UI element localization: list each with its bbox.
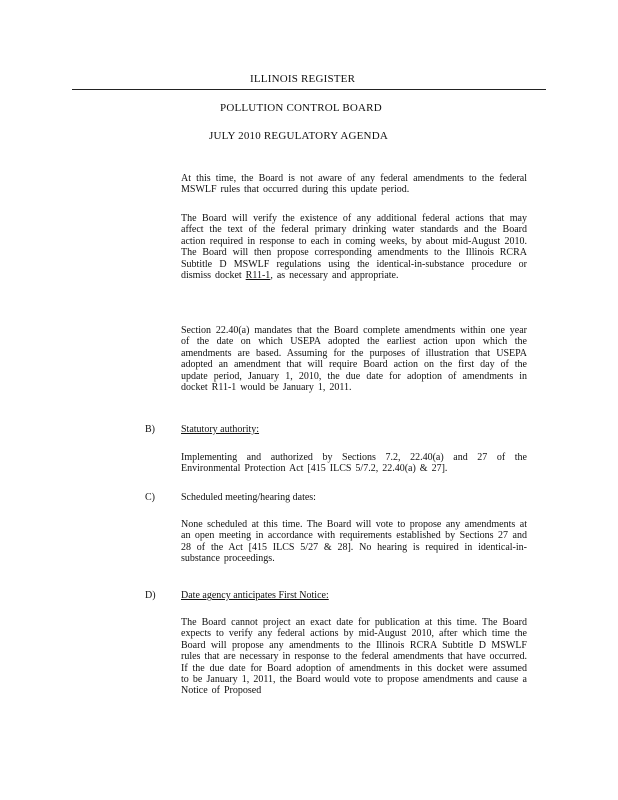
- docket-number: R11-1: [245, 270, 271, 282]
- register-header: ILLINOIS REGISTER: [250, 73, 356, 85]
- section-b-label: B): [145, 424, 155, 435]
- section-b-heading: Statutory authority:: [181, 424, 260, 435]
- section-b-text: Implementing and authorized by Sections 7.2, 22.40(a) and 27 of the Environmental Protection Act [415 ILCS 5/7.2, 22.40(a) & 27].: [181, 452, 527, 475]
- agenda-header: JULY 2010 REGULATORY AGENDA: [209, 130, 388, 142]
- paragraph-section-mandate: Section 22.40(a) mandates that the Board complete amendments within one year of the date on which USEPA adopted the earliest action upon which the amendments are based. Assuming for the purposes of illustration that USEPA adopted an amendment that will require Board action on the first day of the update period, January 1, 2010, the due date for adoption of amendments in docket R11-1 would be January 1, 2011.: [181, 325, 527, 394]
- section-d-text: The Board cannot project an exact date for publication at this time. The Board expects to verify any federal actions by mid-August 2010, after which time the Board will propose any amendments to the Illinois RCRA Subtitle D MSWLF rules that are necessary in response to the federal amendments that have occurred. If the due date for Board adoption of amendments in this docket were assumed to be January 1, 2011, the Board would vote to propose amendments and cause a Notice of Proposed: [181, 617, 527, 697]
- section-d-label: D): [145, 590, 156, 601]
- board-header: POLLUTION CONTROL BOARD: [220, 102, 382, 114]
- section-c-label: C): [145, 492, 155, 503]
- section-c-heading: Scheduled meeting/hearing dates:: [181, 492, 316, 503]
- paragraph-board-verify-text: The Board will verify the existence of any additional federal actions that may affect the text of the federal primary drinking water standards and the Board action required in response to each in coming weeks, by about mid-August 2010. The Board will then propose corresponding amendments to the Illinois RCRA Subtitle D MSWLF regulations using the identical-in-substance procedure or dismiss docket: [181, 213, 527, 282]
- paragraph-federal-amendments: At this time, the Board is not aware of any federal amendments to the federal MSWLF rules that occurred during this update period.: [181, 173, 527, 196]
- paragraph-board-verify: [181, 213, 527, 281]
- section-d-heading: Date agency anticipates First Notice:: [181, 590, 329, 601]
- section-c-text: None scheduled at this time. The Board will vote to propose any amendments at an open meeting in accordance with requirements established by Sections 27 and 28 of the Act [415 ILCS 5/27 & 28]. No hearing is required in identical-in-substance proceedings.: [181, 519, 527, 565]
- header-rule: [72, 89, 546, 90]
- paragraph-board-verify-end: , as necessary and appropriate.: [270, 270, 399, 282]
